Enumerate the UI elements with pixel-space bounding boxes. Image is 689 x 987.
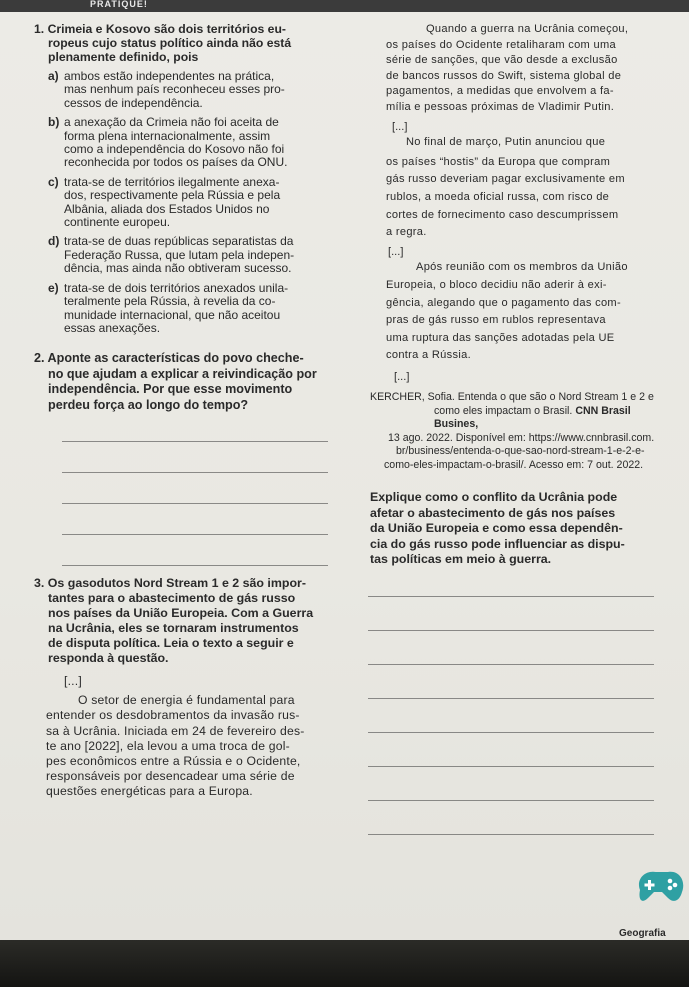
option-letter: a)	[48, 69, 59, 83]
article-ellipsis: [...]	[394, 370, 410, 383]
article-line: Após reunião com os membros da União	[416, 261, 628, 274]
quote-line: O setor de energia é fundamental para	[78, 693, 295, 708]
article-line: Europeia, o bloco decidiu não aderir à exi-	[386, 278, 607, 291]
quote-line: sa à Ucrânia. Iniciada em 24 de fevereiro des-	[46, 723, 305, 738]
source-text: como eles impactam o Brasil.	[434, 404, 573, 417]
article-line: cortes de fornecimento caso descumprissem	[386, 208, 619, 221]
answer-line[interactable]	[368, 596, 654, 597]
quote-line: te ano [2022], ela levou a uma troca de gol-	[46, 738, 290, 753]
header-strip	[0, 0, 689, 12]
q1-option-d[interactable]	[48, 235, 352, 275]
explique-line: da União Europeia e como essa dependên-	[370, 521, 623, 536]
article-ellipsis: [...]	[392, 120, 408, 133]
option-line: reconhecida por todos os países da ONU.	[64, 155, 288, 170]
article-line: pras de gás russo em rublos representava	[386, 314, 606, 327]
source-line	[368, 405, 658, 432]
article-line: a regra.	[386, 226, 427, 239]
footer-subject-label: Geografia	[619, 928, 666, 939]
right-column	[368, 22, 658, 835]
q1-option-c[interactable]	[48, 176, 352, 230]
q2-line: no que ajudam a explicar a reivindicação por	[48, 366, 317, 381]
q2-line: perdeu força ao longo do tempo?	[48, 397, 249, 412]
source-citation	[368, 391, 658, 472]
q1-number: 1.	[34, 22, 45, 36]
answer-line[interactable]	[368, 834, 654, 835]
article-ellipsis: [...]	[388, 245, 404, 258]
option-line: continente europeu.	[64, 215, 171, 230]
q1-title-line: ropeus cujo status político ainda não está	[48, 36, 292, 50]
article-line: rublos, a moeda oficial russa, com risco de	[386, 190, 610, 203]
q2-line: 2. Aponte as características do povo cheche-	[34, 351, 304, 366]
answer-line[interactable]	[62, 503, 328, 504]
option-line: trata-se de territórios ilegalmente anexa-	[64, 174, 280, 189]
q1-option-a[interactable]	[48, 70, 352, 110]
quote-line: questões energéticas para a Europa.	[46, 784, 253, 799]
option-line: mas nenhum país reconheceu esses pro-	[64, 82, 285, 97]
article-excerpt	[368, 22, 658, 385]
option-line: teralmente pela Rússia, à revelia da co-	[64, 294, 276, 309]
section-label: PRATIQUE!	[90, 0, 148, 9]
option-line: Albânia, aliada dos Estados Unidos no	[64, 201, 270, 216]
quote-line: responsáveis por desencadear uma série de	[46, 769, 295, 784]
source-line: como-eles-impactam-o-brasil/. Acesso em: 7 out. 2022.	[384, 458, 644, 471]
answer-line[interactable]	[368, 664, 654, 665]
answer-line[interactable]	[368, 630, 654, 631]
source-line: 13 ago. 2022. Disponível em: https://www.cnnbrasil.com.	[388, 431, 655, 444]
answer-line[interactable]	[62, 441, 328, 442]
answer-line[interactable]	[368, 732, 654, 733]
explique-line: tas políticas em meio à guerra.	[370, 552, 552, 567]
source-line: KERCHER, Sofia. Entenda o que são o Nord Stream 1 e 2 e	[370, 391, 654, 404]
article-line: mília e pessoas próximas de Vladimir Putin.	[386, 100, 615, 113]
quote-line: entender os desdobramentos da invasão rus-	[46, 708, 300, 723]
option-line: trata-se de dois territórios anexados unila-	[64, 280, 289, 295]
option-line: essas anexações.	[64, 320, 161, 335]
option-line: dos, respectivamente pela Rússia e pela	[64, 188, 281, 203]
answer-line[interactable]	[368, 766, 654, 767]
article-line: gência, alegando que o pagamento das com-	[386, 296, 621, 309]
article-line: série de sanções, que vão desde a exclusão	[386, 54, 618, 67]
desk-background	[0, 940, 689, 987]
article-line: uma ruptura das sanções adotadas pela UE	[386, 331, 615, 344]
left-column	[34, 22, 352, 800]
source-line: br/business/entenda-o-que-sao-nord-stream-1-e-2-e-	[396, 445, 645, 458]
q3-line: tantes para o abastecimento de gás russo	[48, 590, 296, 605]
option-line: dência, mas ainda não obtiveram sucesso.	[64, 261, 292, 276]
q3-line: responda à questão.	[48, 650, 169, 665]
explique-question	[368, 490, 658, 834]
option-letter: b)	[48, 115, 60, 130]
q1-title-1: Crimeia e Kosovo são dois territórios eu-	[47, 22, 286, 36]
q1-option-b[interactable]	[48, 116, 352, 170]
article-line: contra a Rússia.	[386, 349, 471, 362]
q1-title-line: plenamente definido, pois	[48, 50, 199, 64]
option-line: trata-se de duas repúblicas separatistas da	[64, 234, 294, 249]
article-line: No final de março, Putin anunciou que	[406, 136, 606, 149]
quote-ellipsis: [...]	[64, 673, 82, 688]
q2-line: independência. Por que esse movimento	[48, 382, 293, 397]
option-line: forma plena internacionalmente, assim	[64, 128, 271, 143]
explique-line: Explique como o conflito da Ucrânia pode	[370, 490, 618, 505]
article-line: os países “hostis” da Europa que compram	[386, 155, 611, 168]
q3-line: nos países da União Europeia. Com a Guerra	[48, 605, 314, 620]
option-letter: c)	[48, 174, 59, 189]
option-line: ambos estão independentes na prática,	[64, 69, 275, 83]
article-line: gás russo deveriam pagar exclusivamente em	[386, 173, 625, 186]
gamepad-icon	[630, 860, 686, 915]
answer-line[interactable]	[62, 565, 328, 566]
article-line: de bancos russos do Swift, sistema global de	[386, 69, 622, 82]
q3-line: na Ucrânia, eles se tornaram instrumentos	[48, 620, 299, 635]
article-line: Quando a guerra na Ucrânia começou,	[426, 23, 629, 35]
answer-line[interactable]	[368, 800, 654, 801]
question-1	[34, 22, 352, 335]
answer-line[interactable]	[62, 534, 328, 535]
article-line: pagamentos, a medidas que envolvem a fa-	[386, 85, 614, 98]
option-letter: d)	[48, 234, 60, 249]
answer-line[interactable]	[62, 472, 328, 473]
q3-line: 3. Os gasodutos Nord Stream 1 e 2 são impor-	[34, 575, 306, 590]
explique-line: cia do gás russo pode influenciar as dispu-	[370, 536, 625, 551]
question-2	[34, 351, 352, 566]
explique-line: afetar o abastecimento de gás nos países	[370, 505, 616, 520]
q3-line: de disputa política. Leia o texto a seguir e	[48, 635, 294, 650]
option-line: Federação Russa, que lutam pela indepen-	[64, 247, 295, 262]
quote-line: pes econômicos entre a Rússia e o Ocidente,	[46, 753, 301, 768]
question-3	[34, 576, 352, 800]
option-line: como a independência do Kosovo não foi	[64, 142, 285, 157]
option-line: cessos de independência.	[64, 95, 203, 110]
answer-line[interactable]	[368, 698, 654, 699]
source-outlet: CNN Brasil Busines,	[434, 404, 631, 431]
article-line: os países do Ocidente retaliharam com uma	[386, 38, 616, 51]
q1-title-line	[34, 22, 352, 36]
option-line: munidade internacional, que não aceitou	[64, 307, 281, 322]
option-letter: e)	[48, 280, 59, 295]
option-line: a anexação da Crimeia não foi aceita de	[64, 115, 279, 130]
q1-option-e[interactable]	[48, 282, 352, 336]
